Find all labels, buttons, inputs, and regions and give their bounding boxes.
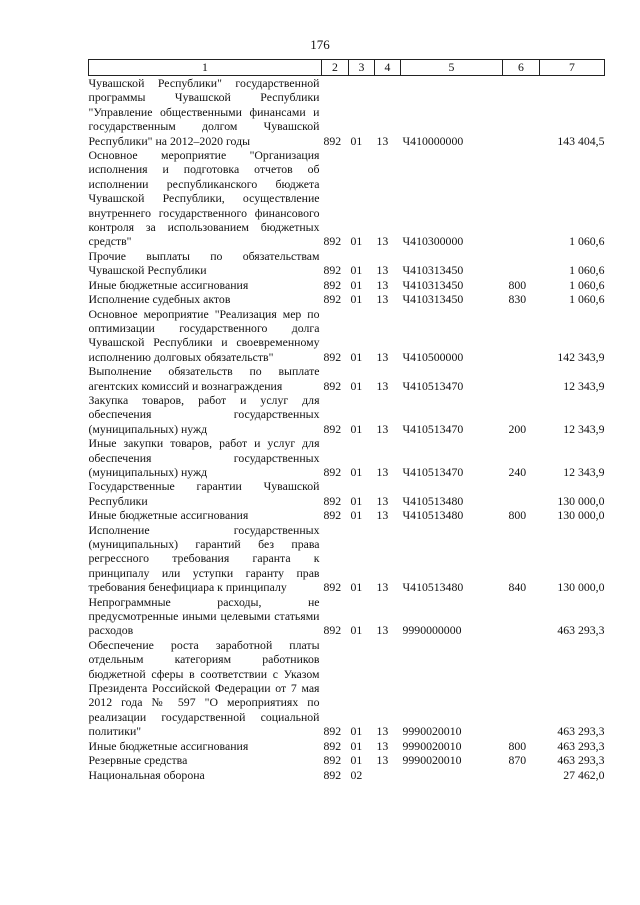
row-title: Резервные средства bbox=[88, 753, 188, 768]
ministry-code: 892 bbox=[323, 493, 342, 508]
expense-type-code bbox=[503, 595, 540, 638]
table-row bbox=[89, 508, 605, 522]
expense-type-code bbox=[503, 76, 540, 149]
row-title: Иные бюджетные ассигнования bbox=[88, 738, 249, 753]
amount: 27 462,0 bbox=[563, 767, 605, 782]
target-article-code: Ч410313450 bbox=[402, 292, 464, 307]
target-article-code: 9990020010 bbox=[402, 738, 462, 753]
section-code: 01 bbox=[350, 277, 363, 292]
column-header-1: 1 bbox=[89, 60, 322, 76]
section-code: 01 bbox=[350, 724, 363, 739]
section-code: 01 bbox=[350, 133, 363, 148]
table-row bbox=[89, 479, 605, 508]
subsection-code: 13 bbox=[376, 234, 389, 249]
section-code: 01 bbox=[350, 292, 363, 307]
row-title: Закупка товаров, работ и услуг для обеспечения государственных (муниципальных) нужд bbox=[88, 392, 320, 436]
column-header-2: 2 bbox=[322, 60, 349, 76]
expense-type-code bbox=[503, 768, 540, 782]
target-article-code: Ч410000000 bbox=[402, 133, 464, 148]
section-code: 01 bbox=[350, 421, 363, 436]
table-row bbox=[89, 364, 605, 393]
expense-type-code: 830 bbox=[508, 292, 527, 307]
expense-type-code: 800 bbox=[508, 738, 527, 753]
amount: 130 000,0 bbox=[557, 493, 605, 508]
ministry-code: 892 bbox=[323, 263, 342, 278]
subsection-code: 13 bbox=[376, 623, 389, 638]
column-header-6: 6 bbox=[503, 60, 540, 76]
target-article-code: Ч410313450 bbox=[402, 277, 464, 292]
subsection-code: 13 bbox=[376, 277, 389, 292]
row-title: Основное мероприятие "Реализация мер по оптимизации государственного долга Чувашской Республики и своевременному исполнению долговых обязательств" bbox=[88, 306, 320, 364]
target-article-code: Ч410500000 bbox=[402, 349, 464, 364]
table-row bbox=[89, 292, 605, 306]
amount: 143 404,5 bbox=[557, 133, 605, 148]
expense-type-code: 200 bbox=[508, 421, 527, 436]
ministry-code: 892 bbox=[323, 508, 342, 523]
expense-type-code: 870 bbox=[508, 753, 527, 768]
section-code: 01 bbox=[350, 234, 363, 249]
row-title: Выполнение обязательств по выплате агентских комиссий и вознаграждения bbox=[88, 364, 320, 393]
row-title: Прочие выплаты по обязательствам Чувашской Республики bbox=[88, 248, 320, 278]
table-row bbox=[89, 768, 605, 782]
table-row bbox=[89, 393, 605, 436]
table-row bbox=[89, 436, 605, 479]
amount: 1 060,6 bbox=[569, 277, 605, 292]
amount: 1 060,6 bbox=[569, 234, 605, 249]
subsection-code bbox=[375, 768, 401, 782]
ministry-code: 892 bbox=[323, 724, 342, 739]
table-body bbox=[89, 76, 605, 782]
expense-type-code: 840 bbox=[508, 580, 527, 595]
subsection-code: 13 bbox=[376, 493, 389, 508]
subsection-code: 13 bbox=[376, 508, 389, 523]
subsection-code: 13 bbox=[376, 349, 389, 364]
expense-type-code bbox=[503, 479, 540, 508]
column-header-3: 3 bbox=[349, 60, 375, 76]
subsection-code: 13 bbox=[376, 738, 389, 753]
target-article-code: 9990000000 bbox=[402, 623, 462, 638]
ministry-code: 892 bbox=[323, 738, 342, 753]
subsection-code: 13 bbox=[376, 580, 389, 595]
section-code: 01 bbox=[350, 580, 363, 595]
ministry-code: 892 bbox=[323, 464, 342, 479]
header-row bbox=[89, 60, 605, 76]
expense-type-code: 800 bbox=[508, 508, 527, 523]
ministry-code: 892 bbox=[323, 753, 342, 768]
row-title: Исполнение государственных (муниципальных) гарантий без права регрессного требования гаранта к принципалу или уступки гаранту прав требования бенефициара к принципалу bbox=[88, 522, 320, 595]
amount: 1 060,6 bbox=[569, 263, 605, 278]
target-article-code bbox=[401, 768, 503, 782]
amount: 130 000,0 bbox=[557, 508, 605, 523]
page-number: 176 bbox=[310, 37, 330, 52]
ministry-code: 892 bbox=[323, 421, 342, 436]
subsection-code: 13 bbox=[376, 753, 389, 768]
row-title: Иные бюджетные ассигнования bbox=[88, 508, 249, 523]
target-article-code: Ч410300000 bbox=[402, 234, 464, 249]
target-article-code: Ч410513470 bbox=[402, 421, 464, 436]
amount: 12 343,9 bbox=[563, 464, 605, 479]
section-code: 01 bbox=[350, 493, 363, 508]
subsection-code: 13 bbox=[376, 133, 389, 148]
ministry-code: 892 bbox=[323, 580, 342, 595]
amount: 130 000,0 bbox=[557, 580, 605, 595]
table-row bbox=[89, 595, 605, 638]
ministry-code: 892 bbox=[323, 767, 342, 782]
amount: 463 293,3 bbox=[557, 724, 605, 739]
row-title: Основное мероприятие "Организация исполнения и подготовка отчетов об исполнении республиканского бюджета Чувашской Республики, осуществление внутреннего государственного финансового контроля за использованием бюджетных средств" bbox=[88, 148, 320, 249]
table-row bbox=[89, 307, 605, 365]
subsection-code: 13 bbox=[376, 292, 389, 307]
ministry-code: 892 bbox=[323, 292, 342, 307]
amount: 463 293,3 bbox=[557, 623, 605, 638]
table-row bbox=[89, 739, 605, 753]
table-row bbox=[89, 278, 605, 292]
table-row bbox=[89, 249, 605, 278]
row-title: Иные бюджетные ассигнования bbox=[88, 277, 249, 292]
table-row bbox=[89, 148, 605, 249]
expense-type-code bbox=[503, 364, 540, 393]
target-article-code: Ч410513470 bbox=[402, 378, 464, 393]
ministry-code: 892 bbox=[323, 277, 342, 292]
budget-table bbox=[88, 59, 605, 782]
subsection-code: 13 bbox=[376, 263, 389, 278]
amount: 142 343,9 bbox=[557, 349, 605, 364]
table-row bbox=[89, 76, 605, 149]
section-code: 02 bbox=[350, 767, 363, 782]
expense-type-code: 240 bbox=[508, 464, 527, 479]
expense-type-code bbox=[503, 638, 540, 739]
subsection-code: 13 bbox=[376, 378, 389, 393]
section-code: 01 bbox=[350, 464, 363, 479]
amount: 463 293,3 bbox=[557, 753, 605, 768]
column-header-4: 4 bbox=[375, 60, 401, 76]
target-article-code: 9990020010 bbox=[402, 753, 462, 768]
row-title: Обеспечение роста заработной платы отдельным категориям работников бюджетной сферы в соответствии с Указом Президента Российской Федерации от 7 мая 2012 года № 597 "О мероприятиях по реализации государственной социальной политики" bbox=[88, 637, 320, 739]
row-title: Исполнение судебных актов bbox=[88, 292, 231, 307]
row-title: Государственные гарантии Чувашской Республики bbox=[88, 479, 320, 508]
target-article-code: Ч410513480 bbox=[402, 580, 464, 595]
row-title: Иные закупки товаров, работ и услуг для обеспечения государственных (муниципальных) нужд bbox=[88, 436, 320, 479]
amount: 12 343,9 bbox=[563, 378, 605, 393]
section-code: 01 bbox=[350, 738, 363, 753]
ministry-code: 892 bbox=[323, 349, 342, 364]
amount: 12 343,9 bbox=[563, 421, 605, 436]
section-code: 01 bbox=[350, 623, 363, 638]
ministry-code: 892 bbox=[323, 378, 342, 393]
expense-type-code: 800 bbox=[508, 277, 527, 292]
section-code: 01 bbox=[350, 263, 363, 278]
amount: 1 060,6 bbox=[569, 292, 605, 307]
section-code: 01 bbox=[350, 349, 363, 364]
table-row bbox=[89, 638, 605, 739]
table-row bbox=[89, 523, 605, 595]
ministry-code: 892 bbox=[323, 623, 342, 638]
expense-type-code bbox=[503, 307, 540, 365]
target-article-code: Ч410513470 bbox=[402, 464, 464, 479]
target-article-code: Ч410313450 bbox=[402, 263, 464, 278]
subsection-code: 13 bbox=[376, 724, 389, 739]
expense-type-code bbox=[503, 148, 540, 249]
target-article-code: 9990020010 bbox=[402, 724, 462, 739]
row-title: Непрограммные расходы, не предусмотренные иными целевыми статьями расходов bbox=[88, 594, 320, 638]
ministry-code: 892 bbox=[323, 234, 342, 249]
subsection-code: 13 bbox=[376, 464, 389, 479]
subsection-code: 13 bbox=[376, 421, 389, 436]
column-header-7: 7 bbox=[540, 60, 605, 76]
ministry-code: 892 bbox=[323, 133, 342, 148]
table-header bbox=[89, 60, 605, 76]
column-header-5: 5 bbox=[401, 60, 503, 76]
table-row bbox=[89, 753, 605, 767]
amount: 463 293,3 bbox=[557, 738, 605, 753]
section-code: 01 bbox=[350, 508, 363, 523]
section-code: 01 bbox=[350, 378, 363, 393]
section-code: 01 bbox=[350, 753, 363, 768]
target-article-code: Ч410513480 bbox=[402, 493, 464, 508]
row-title: Национальная оборона bbox=[88, 767, 205, 782]
expense-type-code bbox=[503, 249, 540, 278]
target-article-code: Ч410513480 bbox=[402, 508, 464, 523]
row-title: Чувашской Республики" государственной программы Чувашской Республики "Управление общественными финансами и государственным долгом Чувашской Республики" на 2012–2020 годы bbox=[88, 76, 320, 148]
